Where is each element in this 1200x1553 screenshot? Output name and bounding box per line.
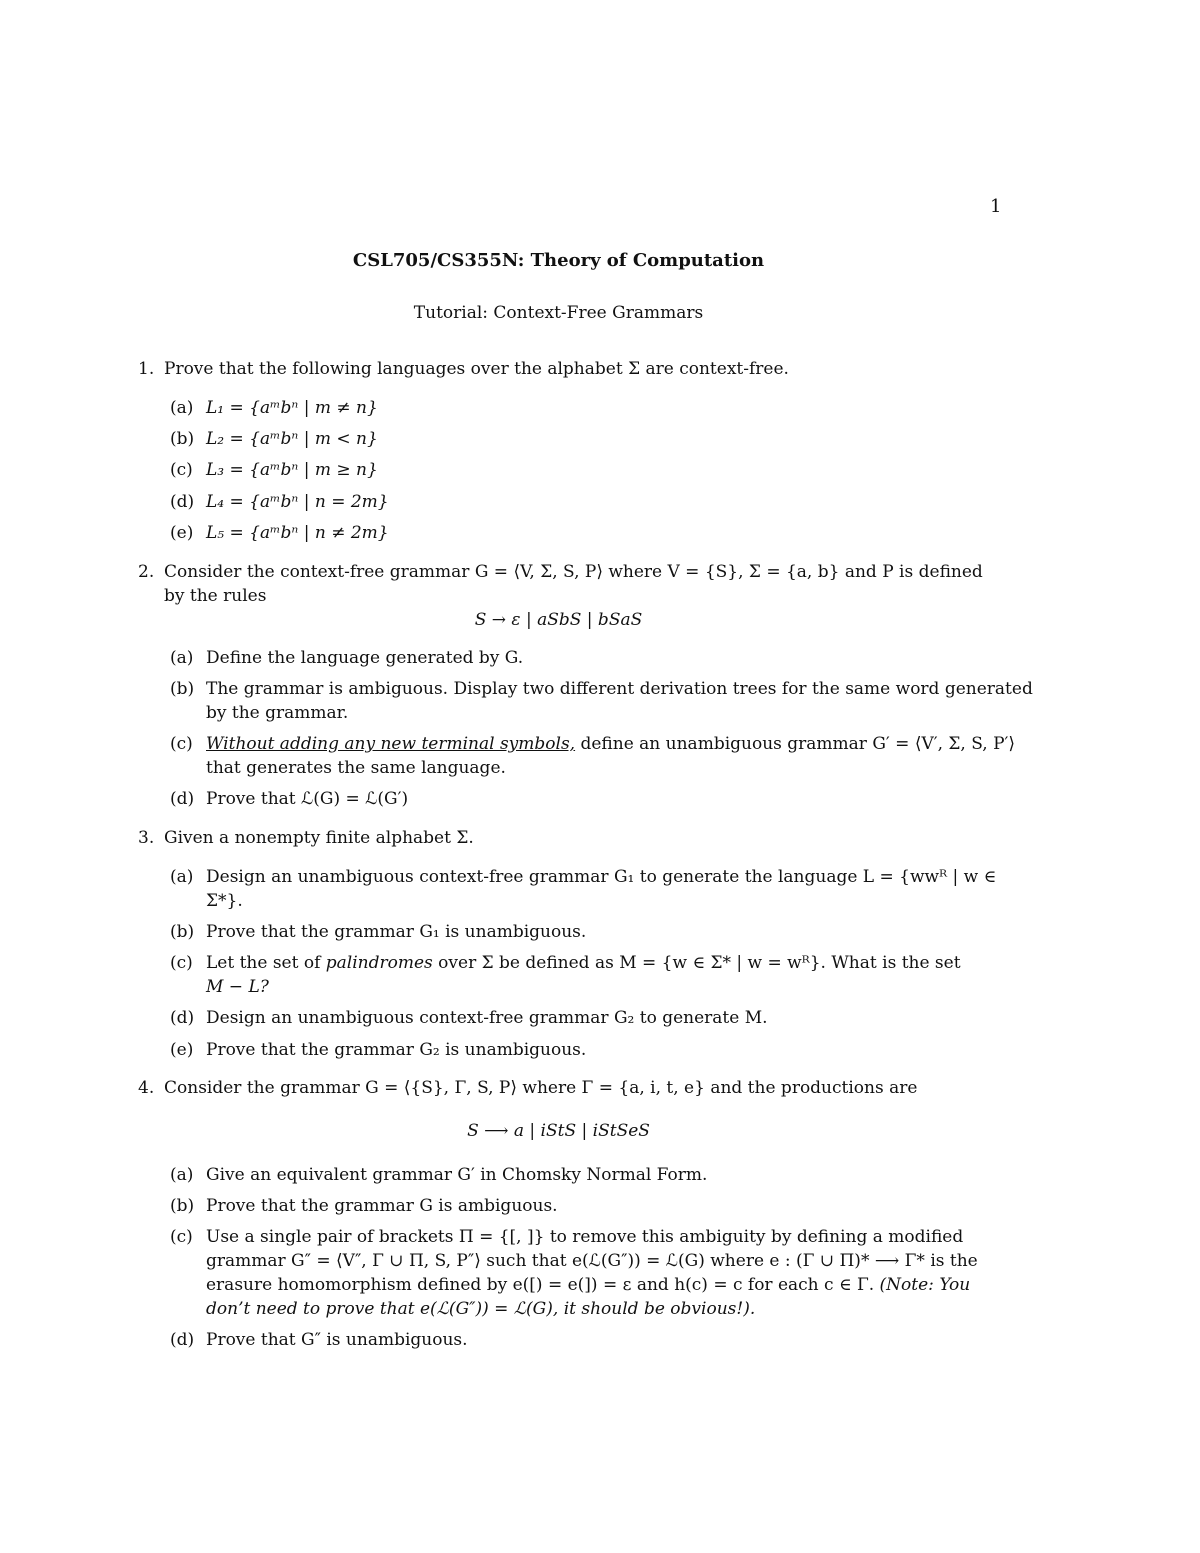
question-1-number: 1. <box>138 359 155 379</box>
question-4-rule: S ⟶ a | iStS | iStSeS <box>467 1121 650 1141</box>
q4-part-c-line3 <box>206 1273 970 1297</box>
q1-part-a-text: L₁ = {aᵐbⁿ | m ≠ n} <box>206 398 378 418</box>
q2-part-b-label: (b) <box>170 679 195 699</box>
q2-part-c-label: (c) <box>170 734 193 754</box>
q2-part-a-text: Define the language generated by G. <box>206 648 524 668</box>
q1-part-d-text: L₄ = {aᵐbⁿ | n = 2m} <box>206 492 389 512</box>
q2-part-c-line2: that generates the same language. <box>206 758 506 778</box>
q1-part-a-label: (a) <box>170 398 194 418</box>
question-1-text: Prove that the following languages over the alphabet Σ are context-free. <box>164 359 789 379</box>
q4-part-c-label: (c) <box>170 1227 193 1247</box>
question-2-rule: S → ε | aSbS | bSaS <box>474 610 643 630</box>
q3-part-d-label: (d) <box>170 1008 195 1028</box>
page-number: 1 <box>990 196 1002 217</box>
q4-part-a-label: (a) <box>170 1165 194 1185</box>
q1-part-d-label: (d) <box>170 492 195 512</box>
q3-part-c-palindromes: palindromes <box>325 953 433 973</box>
q3-part-c-line1 <box>206 951 961 975</box>
q3-part-c-pre: Let the set of <box>206 953 326 973</box>
q1-part-b-label: (b) <box>170 429 195 449</box>
q3-part-c-line2: M − L? <box>206 977 269 997</box>
page-title: CSL705/CS355N: Theory of Computation <box>352 250 765 271</box>
question-2-number: 2. <box>138 562 155 582</box>
q2-part-c-line1 <box>206 732 1015 756</box>
q4-part-d-label: (d) <box>170 1330 195 1350</box>
q3-part-b-text: Prove that the grammar G₁ is unambiguous. <box>206 922 587 942</box>
q3-part-a-line1: Design an unambiguous context-free grammar G₁ to generate the language L = {wwᴿ | w ∈ <box>206 867 997 887</box>
q3-part-c-label: (c) <box>170 953 193 973</box>
q4-part-c-line3-text: erasure homomorphism defined by e([) = e(]) = ε and h(c) = c for each c ∈ Γ. <box>206 1275 880 1295</box>
q2-part-d-label: (d) <box>170 789 195 809</box>
q2-part-b-line1: The grammar is ambiguous. Display two different derivation trees for the same word generated <box>206 679 1033 699</box>
q2-part-b-line2: by the grammar. <box>206 703 349 723</box>
q3-part-e-label: (e) <box>170 1040 194 1060</box>
q1-part-e-text: L₅ = {aᵐbⁿ | n ≠ 2m} <box>206 523 389 543</box>
q2-part-c-rest: define an unambiguous grammar G′ = ⟨V′, Σ, S, P′⟩ <box>575 734 1016 754</box>
question-4-text: Consider the grammar G = ⟨{S}, Γ, S, P⟩ where Γ = {a, i, t, e} and the productions are <box>164 1078 918 1098</box>
q4-part-c-note: (Note: You <box>879 1275 971 1295</box>
q2-part-c-emphasis: Without adding any new terminal symbols, <box>206 734 576 754</box>
q4-part-d-text: Prove that G″ is unambiguous. <box>206 1330 468 1350</box>
question-3-text: Given a nonempty finite alphabet Σ. <box>164 828 474 848</box>
question-2-text-line2: by the rules <box>164 586 267 606</box>
q3-part-a-label: (a) <box>170 867 194 887</box>
q3-part-a-line2: Σ*}. <box>206 891 243 911</box>
q3-part-c-post: over Σ be defined as M = {w ∈ Σ* | w = wᴿ}. What is the set <box>432 953 961 973</box>
question-2-text-line1: Consider the context-free grammar G = ⟨V, Σ, S, P⟩ where V = {S}, Σ = {a, b} and P is defined <box>164 562 983 582</box>
q3-part-e-text: Prove that the grammar G₂ is unambiguous. <box>206 1040 587 1060</box>
question-3-number: 3. <box>138 828 155 848</box>
q1-part-b-text: L₂ = {aᵐbⁿ | m < n} <box>206 429 378 449</box>
q4-part-a-text: Give an equivalent grammar G′ in Chomsky Normal Form. <box>206 1165 708 1185</box>
question-4-number: 4. <box>138 1078 155 1098</box>
q1-part-e-label: (e) <box>170 523 194 543</box>
q3-part-b-label: (b) <box>170 922 195 942</box>
q2-part-d-text: Prove that ℒ(G) = ℒ(G′) <box>206 789 409 809</box>
q1-part-c-label: (c) <box>170 460 193 480</box>
q2-part-a-label: (a) <box>170 648 194 668</box>
q4-part-c-line1: Use a single pair of brackets Π = {[, ]} to remove this ambiguity by defining a modified <box>206 1227 964 1247</box>
q3-part-d-text: Design an unambiguous context-free grammar G₂ to generate M. <box>206 1008 768 1028</box>
page-subtitle: Tutorial: Context-Free Grammars <box>413 303 704 323</box>
q4-part-c-line2: grammar G″ = ⟨V″, Γ ∪ Π, S, P″⟩ such that e(ℒ(G″)) = ℒ(G) where e : (Γ ∪ Π)* ⟶ Γ* is the <box>206 1251 978 1271</box>
q1-part-c-text: L₃ = {aᵐbⁿ | m ≥ n} <box>206 460 378 480</box>
q4-part-c-line4: don’t need to prove that e(ℒ(G″)) = ℒ(G), it should be obvious!). <box>206 1299 756 1319</box>
q4-part-b-text: Prove that the grammar G is ambiguous. <box>206 1196 558 1216</box>
q4-part-b-label: (b) <box>170 1196 195 1216</box>
